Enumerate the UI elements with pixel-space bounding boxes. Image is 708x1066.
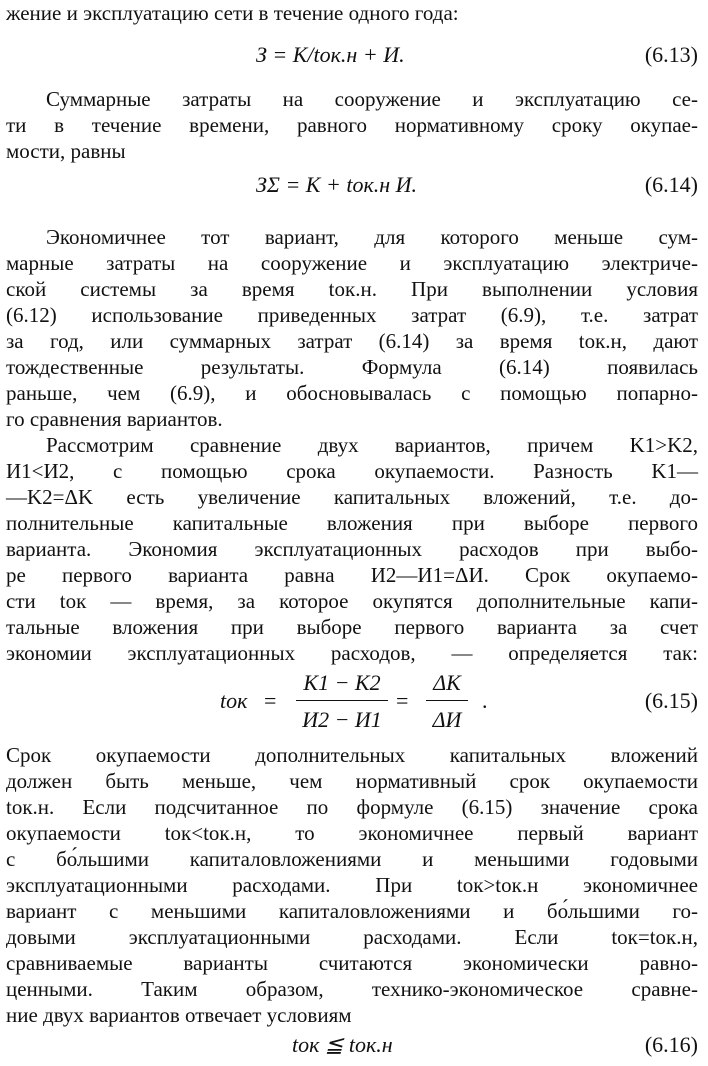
equation-number-6-15: (6.15) [644,688,698,713]
equation-6-14 [6,168,698,202]
text-line: раньше, чем (6.9), и обосновывалась с помощью попарно- [6,381,698,405]
period: . [482,688,488,713]
fraction-denominator: И2 − И1 [302,707,382,732]
text-line: сти tок — время, за которое окупятся дополнительные капи- [6,589,698,613]
text-line: варианта. Экономия эксплуатационных расходов при выбо- [6,537,698,561]
fraction-denominator: ΔИ [432,707,462,732]
text-line: за год, или суммарных затрат (6.14) за время tок.н, дают [6,329,698,353]
text-line: ре первого варианта равна И2—И1=ΔИ. Срок окупаемо- [6,563,698,587]
text-line: го сравнения вариантов. [6,407,223,431]
text-line: ценными. Таким образом, технико-экономическое сравне- [6,977,698,1001]
text-line: окупаемости tок<tок.н, то экономичнее первый вариант [6,821,698,845]
equation-6-15 [6,668,698,742]
text-line: ской системы за время tок.н. При выполнении условия [6,277,698,301]
equation-number-6-13: (6.13) [644,42,698,67]
text-line: И1<И2, с помощью срока окупаемости. Разность K1— [6,459,698,483]
formula-6-13: З = K/tок.н + И. [256,42,405,67]
text-line: полнительные капитальные вложения при выборе первого [6,511,698,535]
fraction-numerator: ΔK [433,670,461,695]
formula-6-14: ЗΣ = K + tок.н И. [256,172,418,197]
text-line: Экономичнее тот вариант, для которого меньше сум- [46,225,698,249]
text-line: tок.н. Если подсчитанное по формуле (6.15) значение срока [6,795,698,819]
fraction-numerator: K1 − K2 [303,670,381,695]
text-line: жение и эксплуатацию сети в течение одного года: [6,1,459,25]
text-line: с бо́льшими капиталовложениями и меньшими годовыми [6,847,698,871]
text-line: марные затраты на сооружение и эксплуатацию электриче- [6,251,698,275]
text-line: Суммарные затраты на сооружение и эксплуатацию се- [46,87,698,111]
text-line: тождественные результаты. Формула (6.14) появилась [6,355,698,379]
fraction-bar [296,700,388,701]
text-line: —K2=ΔK есть увеличение капитальных вложений, т.е. до- [6,485,698,509]
text-line: мости, равны [6,139,126,163]
equation-number-6-14: (6.14) [644,172,698,197]
text-line: вариант с меньшими капиталовложениями и бо́льшими го- [6,899,698,923]
formula-6-16: tок ≦ tок.н [292,1032,393,1057]
equation-6-13 [6,38,698,72]
text-line: тальные вложения при выборе первого варианта за счет [6,615,698,639]
text-line: Рассмотрим сравнение двух вариантов, причем K1>K2, [46,433,698,457]
equation-number-6-16: (6.16) [644,1032,698,1057]
equals-sign: = [264,688,277,713]
text-line: сравниваемые варианты считаются экономически равно- [6,951,698,975]
fraction-k-over-i [296,668,388,735]
text-line: эксплуатационными расходами. При tок>tок.н экономичнее [6,873,698,897]
formula-6-15-lhs: tок [220,688,248,713]
text-line: должен быть меньше, чем нормативный срок окупаемости [6,769,698,793]
text-line: экономии эксплуатационных расходов, — определяется так: [6,641,698,665]
text-line: Срок окупаемости дополнительных капитальных вложений [6,743,698,767]
fraction-delta [426,668,468,735]
fraction-bar [426,700,468,701]
text-line: ние двух вариантов отвечает условиям [6,1003,352,1027]
equation-6-16 [6,1028,698,1062]
text-line: довыми эксплуатационными расходами. Если tок=tок.н, [6,925,698,949]
equals-sign: = [396,688,409,713]
text-line: ти в течение времени, равного нормативному сроку окупае- [6,113,698,137]
text-line: (6.12) использование приведенных затрат (6.9), т.е. затрат [6,303,698,327]
